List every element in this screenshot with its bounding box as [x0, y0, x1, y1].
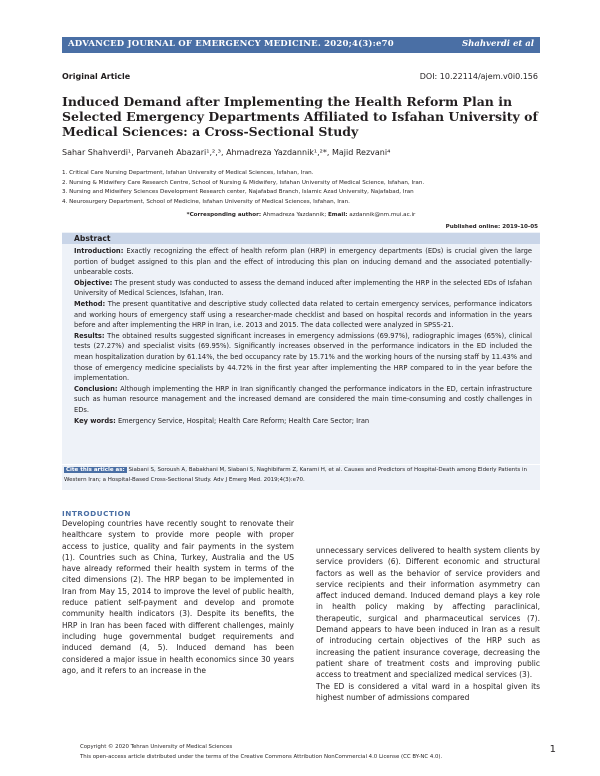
abstract-conclusion	[74, 384, 532, 416]
introduction-heading: INTRODUCTION	[62, 509, 131, 518]
affiliation-3: 3. Nursing and Midwifery Sciences Development Research center, Najafabad Branch, Islamic Azad University, Najafabad, Iran	[62, 189, 414, 196]
abstract-intro-text: Exactly recognizing the effect of health reform plan (HRP) in emergency departments (EDs) is crucial given the large portion of budget assigned to this plan and the effect of introducing this plan on inducing demand and the associated potentially-unbearable costs.	[74, 247, 532, 277]
corresponding-name: Ahmadreza Yazdannik;	[261, 212, 328, 218]
affiliation-4: 4. Neurosurgery Department, School of Medicine, Isfahan University of Medical Sciences, Isfahan, Iran.	[62, 198, 350, 205]
page-number: 1	[549, 744, 556, 755]
journal-name: ADVANCED JOURNAL OF EMERGENCY MEDICINE. 2020;4(3):e70	[68, 39, 394, 49]
abstract-conclusion-text: Although implementing the HRP in Iran significantly changed the performance indicators in the ED, certain infrastructure such as human resource management and the increased demand are considered the main time-consuming and costly challenges in EDs.	[74, 384, 532, 414]
affiliations	[62, 169, 540, 207]
abstract-intro-label: Introduction:	[74, 247, 124, 255]
body-paragraph: The ED is considered a vital ward in a hospital given its highest number of admissions compared	[316, 681, 540, 702]
body-paragraph: Developing countries have recently sought to renovate their healthcare system to provide more people with proper access to justice, quality and fair payments in the system (1). Countries such as China, Turkey, Australia and the US have already reformed their health system in terms of the cited dimensions (2). The HRP began to be implemented in Iran from May 15, 2014 to improve the level of public health, reduce patient self-payment and develop and promote community health indicators (3). Despite its benefits, the HRP in Iran has been faced with different challenges, mainly including huge governmental budget requirements and induced demand (4, 5). Induced demand has been considered a major issue in health economics since 30 years ago, and it refers to an increase in the	[62, 519, 294, 675]
affiliation-2: 2. Nursing & Midwifery Care Research Centre, School of Nursing & Midwifery, Isfahan University of Medical Science, Isfahan, Iran.	[62, 179, 425, 186]
article-type: Original Article	[62, 72, 131, 81]
citation-label: Cite this article as:	[66, 467, 125, 473]
affiliation-1: 1. Critical Care Nursing Department, Isfahan University of Medical Sciences, Isfahan, Iran.	[62, 170, 314, 176]
running-author: Shahverdi et al	[462, 39, 534, 49]
abstract-heading: Abstract	[74, 234, 111, 243]
author-list: Sahar Shahverdi¹, Parvaneh Abazari¹,²,³, Ahmadreza Yazdannik¹,²*, Majid Rezvani⁴	[62, 148, 391, 157]
abstract-results-label: Results:	[74, 331, 105, 340]
abstract-conclusion-label: Conclusion:	[74, 384, 118, 393]
doi-link[interactable]: DOI: 10.22114/ajem.v0i0.156	[419, 72, 538, 81]
abstract-method	[74, 299, 532, 331]
email-label: Email:	[327, 212, 348, 218]
published-date: Published online: 2019-10-05	[445, 224, 538, 230]
abstract-objective	[74, 278, 532, 299]
body-right-column	[316, 545, 540, 703]
abstract-objective-text: The present study was conducted to assess the demand induced after implementing the HRP in the selected EDs of Isfahan University of Medical Sciences, Isfahan, Iran.	[74, 278, 532, 298]
article-title: Induced Demand after Implementing the Health Reform Plan in Selected Emergency Departments Affiliated to Isfahan University of Medical Sciences: a Cross-Sectional Study	[62, 94, 538, 139]
email-address[interactable]: azdannik@nm.mui.ac.ir	[347, 212, 416, 218]
abstract-keywords	[74, 416, 532, 427]
citation	[64, 466, 538, 485]
abstract-method-label: Method:	[74, 299, 106, 308]
abstract-keywords-text: Emergency Service, Hospital; Health Care Reform; Health Care Sector; Iran	[115, 416, 370, 425]
abstract-keywords-label: Key words:	[74, 416, 116, 425]
body-left-column	[62, 518, 294, 676]
abstract-results-text: The obtained results suggested significant increases in emergency admissions (69.97%), radiographic images (65%), clinical tests (27.27%) and specialist visits (69.95%). Significantly increases observed in the performance indicators in the ED included the mean hospitalization duration by 61.14%, the bed occupancy rate by 15.71% and the working hours of the nursing staff by 11.43% and those of emergency medicine specialists by 44.72% in the first year after implementing the HRP compared to in the year before the implementation.	[74, 331, 532, 383]
abstract-body	[74, 246, 532, 426]
citation-text: Siabani S, Soroush A, Babakhani M, Siabani S, Naghibifarm Z, Karami H, et al. Causes and Predictors of Hospital-Death among Elderly Patients in Western Iran; a Hospital-Based Cross-Sectional Study. Adv J Emerg Med. 2019;4(3):e70.	[64, 467, 528, 483]
corresponding-author	[62, 212, 540, 218]
license-line: This open-access article distributed under the terms of the Creative Commons Attribution NonCommercial 4.0 License (CC BY-NC 4.0).	[80, 754, 443, 760]
abstract-method-text: The present quantitative and descriptive study collected data related to certain emergency services, performance indicators and working hours of emergency staff using a researcher-made checklist and based on hospital records and information in the years before and after implementing the HRP in Iran, i.e. 2013 and 2015. The data collected were analyzed in SPSS-21.	[74, 299, 532, 330]
body-paragraph: unnecessary services delivered to health system clients by service providers (6). Different economic and structural factors as well as the behavior of service providers and service recipients and their information asymmetry can affect induced demand. Induced demand plays a key role in health policy making by affecting paraclinical, therapeutic, surgical and pharmaceutical services (7). Demand appears to have been induced in Iran as a result of introducing certain objectives of the HRP such as increasing the patient insurance coverage, decreasing the patient share of treatment costs and improving public access to treatment and specialized medical services (3).	[316, 546, 540, 680]
copyright-line: Copyright © 2020 Tehran University of Medical Sciences	[80, 744, 233, 750]
abstract-introduction	[74, 246, 532, 278]
abstract-heading-bar	[62, 233, 540, 244]
corresponding-label: *Corresponding author:	[186, 212, 262, 218]
abstract-results	[74, 331, 532, 384]
abstract-objective-label: Objective:	[74, 278, 113, 287]
